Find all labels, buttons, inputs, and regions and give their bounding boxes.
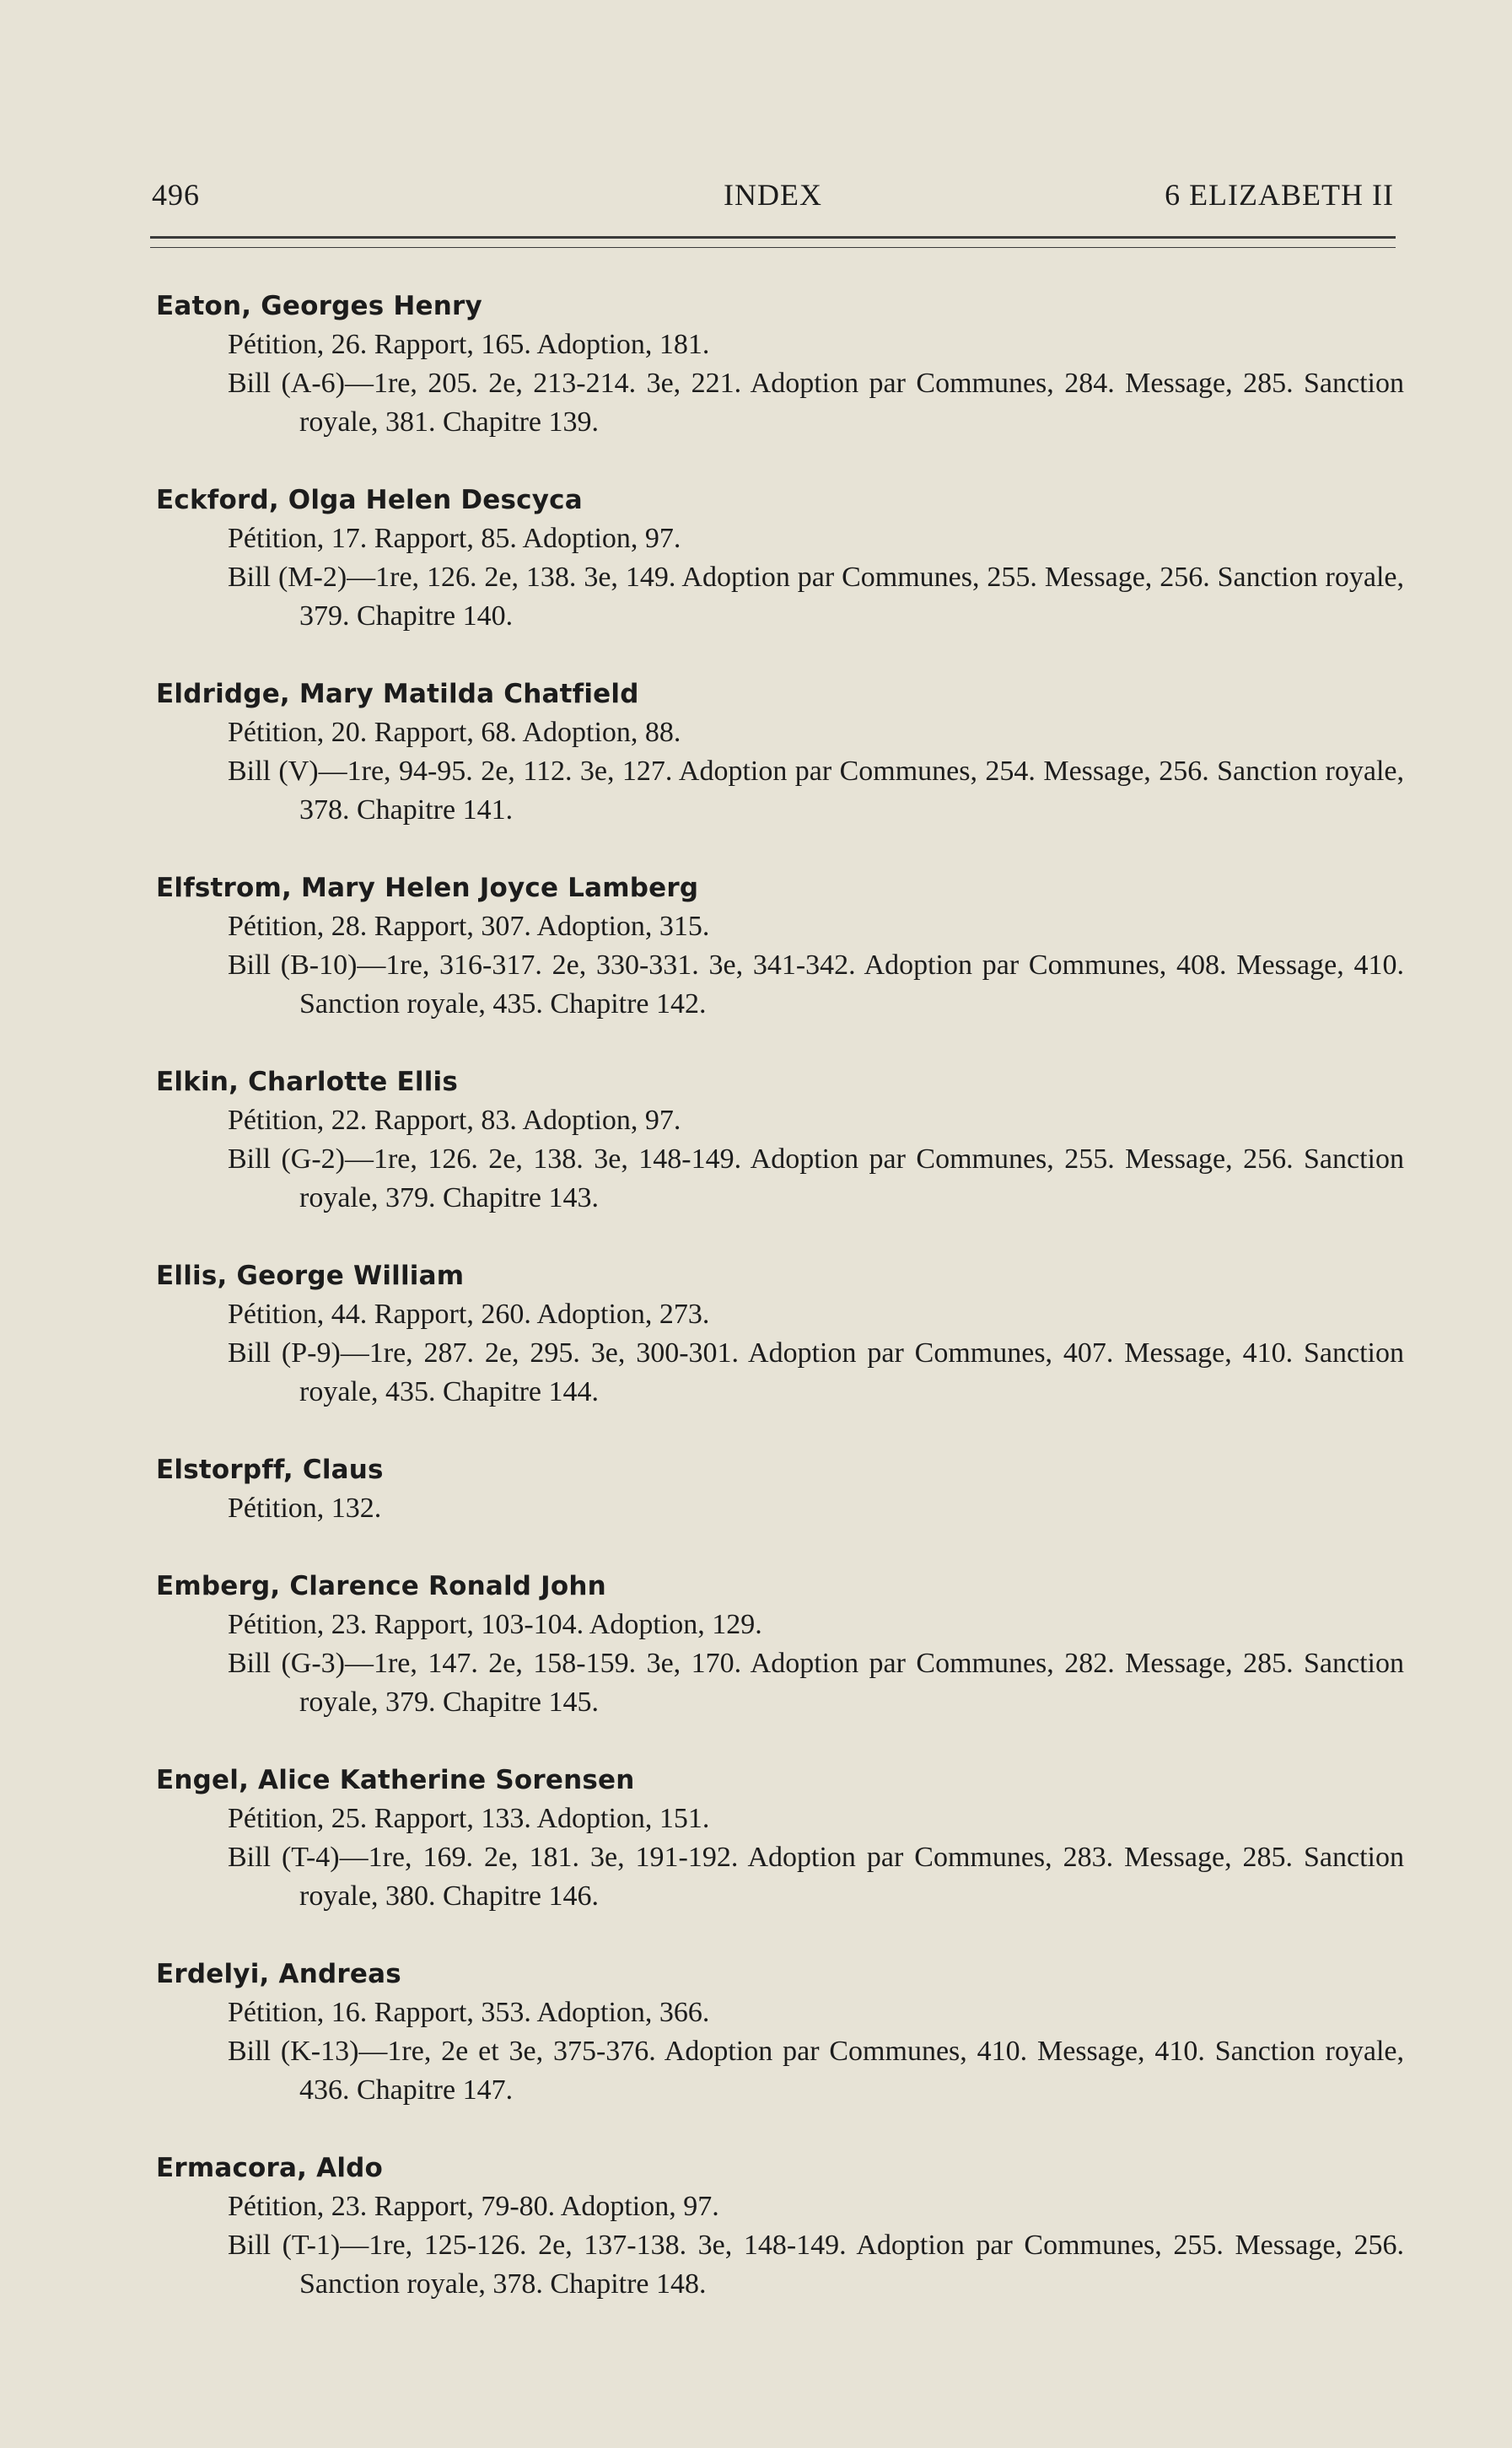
page-number: 496: [152, 178, 200, 212]
entry-bill: Bill (M-2)—1re, 126. 2e, 138. 3e, 149. Adoption par Communes, 255. Message, 256. Sanction royale, 379. Chapitre 140.: [228, 562, 1404, 632]
entry-petition: Pétition, 26. Rapport, 165. Adoption, 181.: [228, 329, 710, 360]
entry-petition: Pétition, 44. Rapport, 260. Adoption, 273.: [228, 1299, 710, 1330]
entry-bill: Bill (K-13)—1re, 2e et 3e, 375-376. Adoption par Communes, 410. Message, 410. Sanction royale, 436. Chapitre 147.: [228, 2036, 1404, 2106]
entry-bill: Bill (P-9)—1re, 287. 2e, 295. 3e, 300-301. Adoption par Communes, 407. Message, 410. Sanction royale, 435. Chapitre 144.: [228, 1337, 1404, 1407]
entry-petition: Pétition, 17. Rapport, 85. Adoption, 97.: [228, 523, 681, 554]
index-entry: [156, 481, 1404, 636]
index-entry: [156, 2149, 1404, 2304]
entry-name: Eldridge, Mary Matilda Chatfield: [156, 679, 639, 709]
entry-petition: Pétition, 23. Rapport, 103-104. Adoption, 129.: [228, 1609, 762, 1640]
entry-name: Engel, Alice Katherine Sorensen: [156, 1765, 635, 1795]
entry-petition: Pétition, 22. Rapport, 83. Adoption, 97.: [228, 1105, 681, 1136]
entry-name: Elkin, Charlotte Ellis: [156, 1067, 458, 1097]
entry-name: Eckford, Olga Helen Descyca: [156, 485, 583, 515]
entry-name: Ermacora, Aldo: [156, 2153, 384, 2183]
index-entries: [156, 287, 1404, 2343]
entry-name: Elstorpff, Claus: [156, 1455, 384, 1485]
entry-bill: Bill (T-4)—1re, 169. 2e, 181. 3e, 191-192. Adoption par Communes, 283. Message, 285. Sanction royale, 380. Chapitre 146.: [228, 1842, 1404, 1912]
index-entry: [156, 1955, 1404, 2110]
reign-label: 6 ELIZABETH II: [1165, 178, 1394, 212]
entry-petition: Pétition, 132.: [228, 1493, 382, 1524]
index-entry: [156, 287, 1404, 442]
entry-petition: Pétition, 16. Rapport, 353. Adoption, 366.: [228, 1997, 710, 2028]
index-entry: [156, 1761, 1404, 1916]
entry-bill: Bill (B-10)—1re, 316-317. 2e, 330-331. 3e, 341-342. Adoption par Communes, 408. Message, 410. Sanction royale, 435. Chapitre 142.: [228, 950, 1404, 1020]
index-entry: [156, 675, 1404, 830]
entry-bill: Bill (A-6)—1re, 205. 2e, 213-214. 3e, 221. Adoption par Communes, 284. Message, 285. Sanction royale, 381. Chapitre 139.: [228, 368, 1404, 438]
index-entry: [156, 1256, 1404, 1412]
entry-petition: Pétition, 23. Rapport, 79-80. Adoption, 97.: [228, 2191, 719, 2222]
index-entry: [156, 1063, 1404, 1218]
entry-petition: Pétition, 25. Rapport, 133. Adoption, 151.: [228, 1803, 710, 1834]
header-rule: [150, 236, 1396, 248]
entry-name: Elfstrom, Mary Helen Joyce Lamberg: [156, 873, 699, 903]
entry-name: Erdelyi, Andreas: [156, 1959, 401, 1989]
page-title: INDEX: [724, 178, 822, 212]
entry-bill: Bill (V)—1re, 94-95. 2e, 112. 3e, 127. Adoption par Communes, 254. Message, 256. Sanction royale, 378. Chapitre 141.: [228, 756, 1404, 826]
entry-petition: Pétition, 28. Rapport, 307. Adoption, 315.: [228, 911, 710, 942]
running-header: [152, 177, 1394, 219]
entry-petition: Pétition, 20. Rapport, 68. Adoption, 88.: [228, 717, 681, 748]
index-entry: [156, 1567, 1404, 1722]
entry-name: Eaton, Georges Henry: [156, 291, 482, 321]
entry-name: Emberg, Clarence Ronald John: [156, 1571, 606, 1601]
entry-bill: Bill (G-3)—1re, 147. 2e, 158-159. 3e, 170. Adoption par Communes, 282. Message, 285. Sanction royale, 379. Chapitre 145.: [228, 1648, 1404, 1718]
index-entry: [156, 1450, 1404, 1528]
entry-bill: Bill (T-1)—1re, 125-126. 2e, 137-138. 3e, 148-149. Adoption par Communes, 255. Message, 256. Sanction royale, 378. Chapitre 148.: [228, 2230, 1404, 2300]
index-entry: [156, 869, 1404, 1024]
entry-name: Ellis, George William: [156, 1261, 465, 1291]
entry-bill: Bill (G-2)—1re, 126. 2e, 138. 3e, 148-149. Adoption par Communes, 255. Message, 256. Sanction royale, 379. Chapitre 143.: [228, 1143, 1404, 1213]
